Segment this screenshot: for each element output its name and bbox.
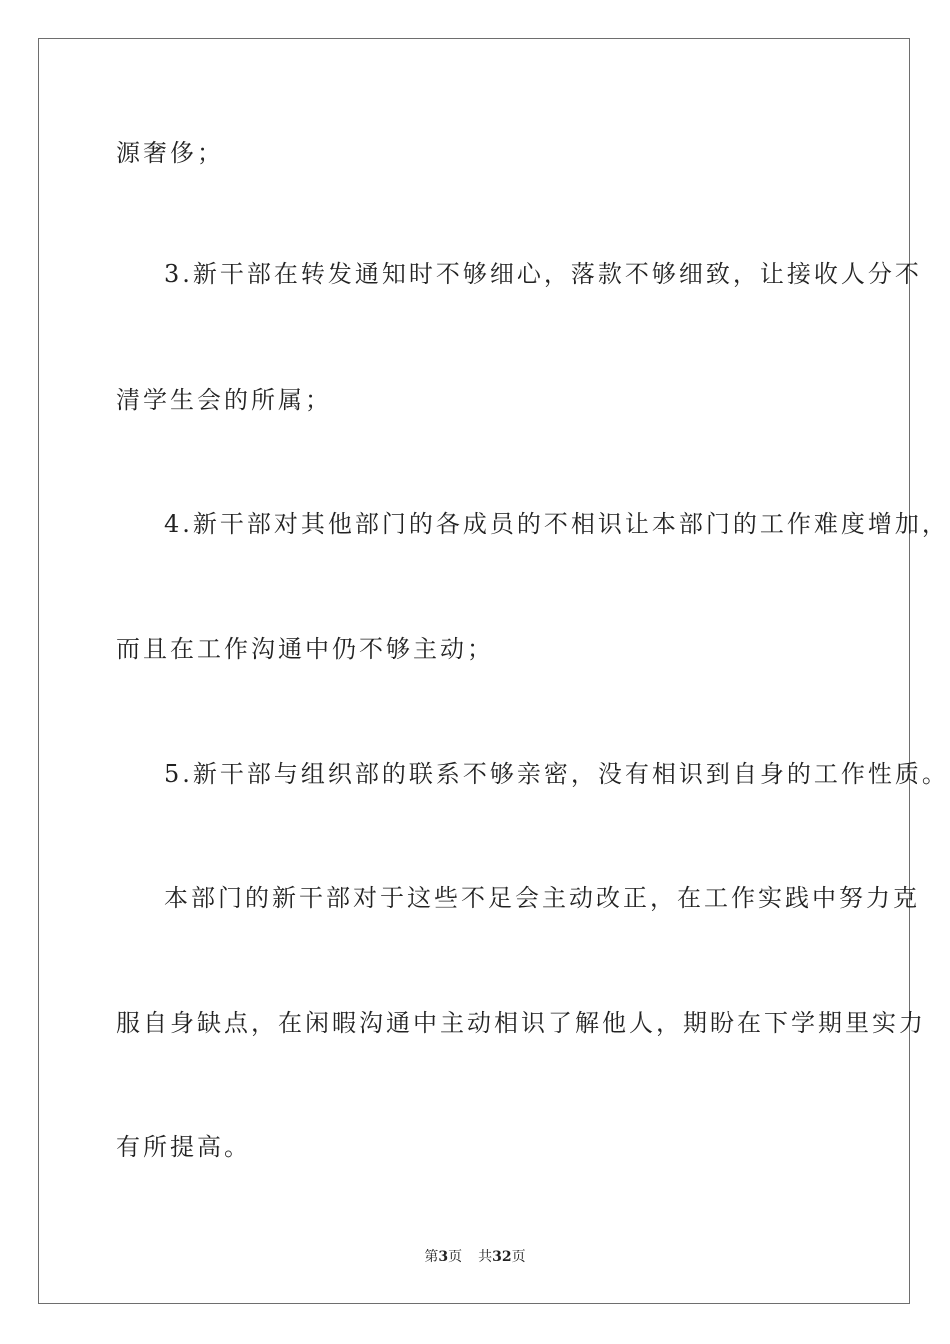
total-suffix: 页 <box>511 1249 526 1265</box>
paragraph-line: 本部门的新干部对于这些不足会主动改正，在工作实践中努力克 <box>164 884 920 912</box>
paragraph-line: 有所提高。 <box>116 1133 251 1161</box>
page-prefix: 第 <box>424 1249 439 1265</box>
paragraph-line: 5.新干部与组织部的联系不够亲密，没有相识到自身的工作性质。 <box>164 760 949 788</box>
total-pages: 32 <box>492 1249 512 1265</box>
paragraph-line: 而且在工作沟通中仍不够主动； <box>116 635 494 663</box>
paragraph-line: 清学生会的所属； <box>116 386 332 414</box>
paragraph-line: 服自身缺点，在闲暇沟通中主动相识了解他人，期盼在下学期里实力 <box>116 1009 926 1037</box>
paragraph-line: 3.新干部在转发通知时不够细心，落款不够细致，让接收人分不 <box>164 260 922 288</box>
page-border <box>38 38 910 1304</box>
page-number: 3 <box>438 1249 449 1265</box>
paragraph-line: 4.新干部对其他部门的各成员的不相识让本部门的工作难度增加， <box>164 510 949 538</box>
paragraph-line: 源奢侈； <box>116 139 224 167</box>
page-footer <box>0 1250 950 1264</box>
page-suffix: 页 <box>448 1249 463 1265</box>
total-prefix: 共 <box>478 1249 493 1265</box>
